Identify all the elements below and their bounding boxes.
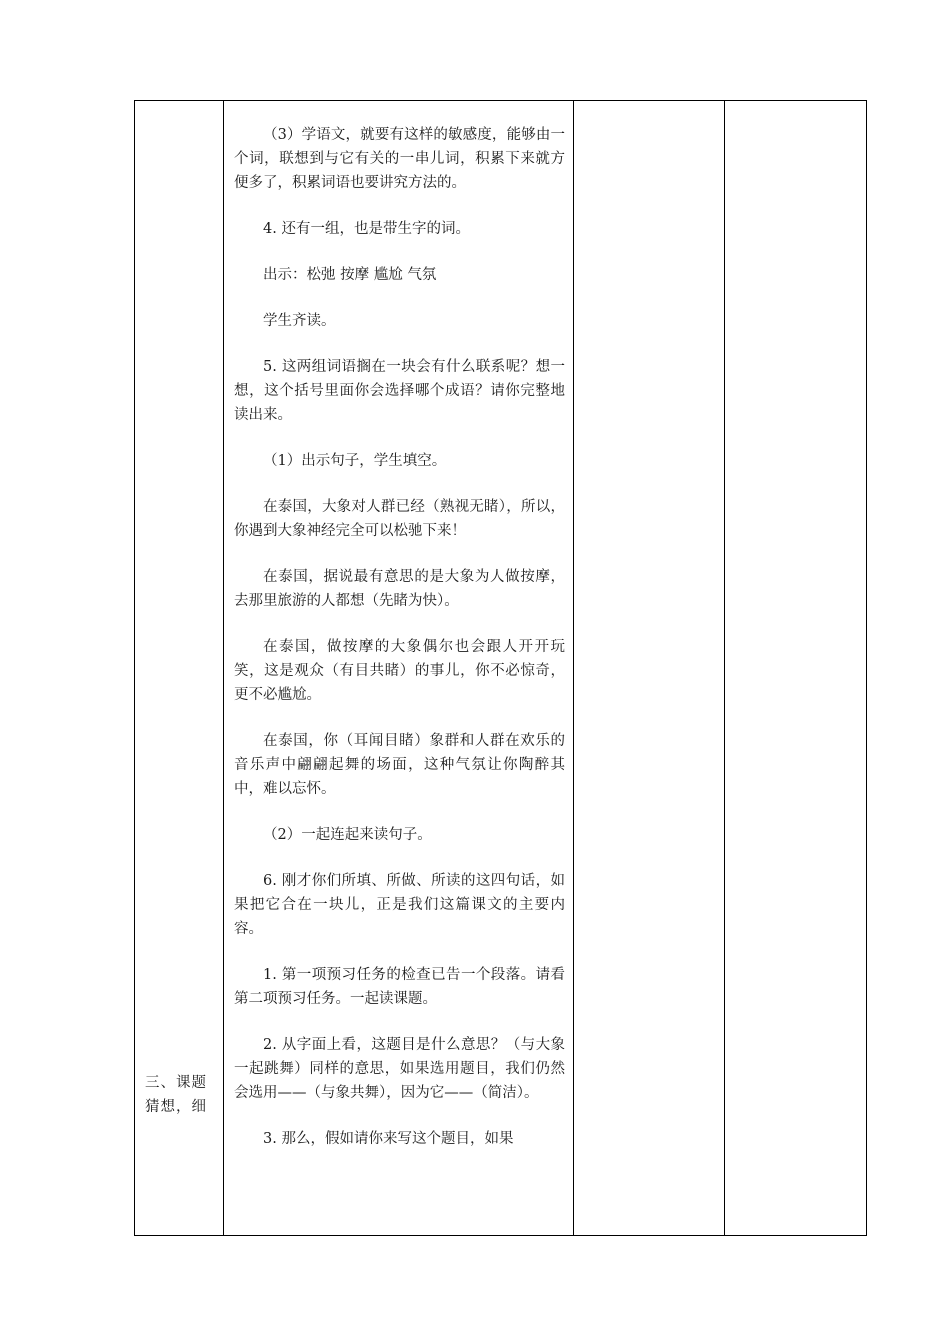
section-label: 三、课题猜想，细 <box>145 1075 207 1115</box>
paragraph-14: 2. 从字面上看，这题目是什么意思？（与大象一起跳舞）同样的意思，如果选用题目，我们仍然会选用——（与象共舞），因为它——（简洁）。 <box>234 1037 565 1101</box>
paragraph-1: （3）学语文，就要有这样的敏感度，能够由一个词，联想到与它有关的一串儿词，积累下来就方便多了，积累词语也要讲究方法的。 <box>234 127 565 191</box>
content-cell <box>224 101 574 1236</box>
paragraph-13: 1. 第一项预习任务的检查已告一个段落。请看第二项预习任务。一起读课题。 <box>234 967 565 1007</box>
paragraph-6: （1）出示句子，学生填空。 <box>263 453 447 469</box>
paragraph-12: 6. 刚才你们所填、所做、所读的这四句话，如果把它合在一块儿，正是我们这篇课文的主要内容。 <box>234 873 565 937</box>
lesson-plan-table <box>134 100 867 1236</box>
paragraph-11: （2）一起连起来读句子。 <box>263 827 432 843</box>
table-row <box>135 101 867 1236</box>
paragraph-2: 4. 还有一组，也是带生字的词。 <box>263 221 470 237</box>
paragraph-5: 5. 这两组词语搁在一块会有什么联系呢？想一想，这个括号里面你会选择哪个成语？请你完整地读出来。 <box>234 359 565 423</box>
paragraph-15: 3. 那么，假如请你来写这个题目，如果 <box>263 1131 514 1147</box>
empty-cell-4 <box>725 101 867 1236</box>
paragraph-3: 出示：松弛 按摩 尴尬 气氛 <box>263 267 437 283</box>
paragraph-10: 在泰国，你（耳闻目睹）象群和人群在欢乐的音乐声中翩翩起舞的场面，这种气氛让你陶醉其中，难以忘怀。 <box>234 733 565 797</box>
paragraph-4: 学生齐读。 <box>263 313 336 329</box>
section-cell <box>135 101 224 1236</box>
paragraph-7: 在泰国，大象对人群已经（熟视无睹），所以，你遇到大象神经完全可以松驰下来！ <box>234 499 565 539</box>
paragraph-9: 在泰国，做按摩的大象偶尔也会跟人开开玩笑，这是观众（有目共睹）的事儿，你不必惊奇，更不必尴尬。 <box>234 639 565 703</box>
paragraph-8: 在泰国，据说最有意思的是大象为人做按摩，去那里旅游的人都想（先睹为快）。 <box>234 569 565 609</box>
empty-cell-3 <box>574 101 725 1236</box>
